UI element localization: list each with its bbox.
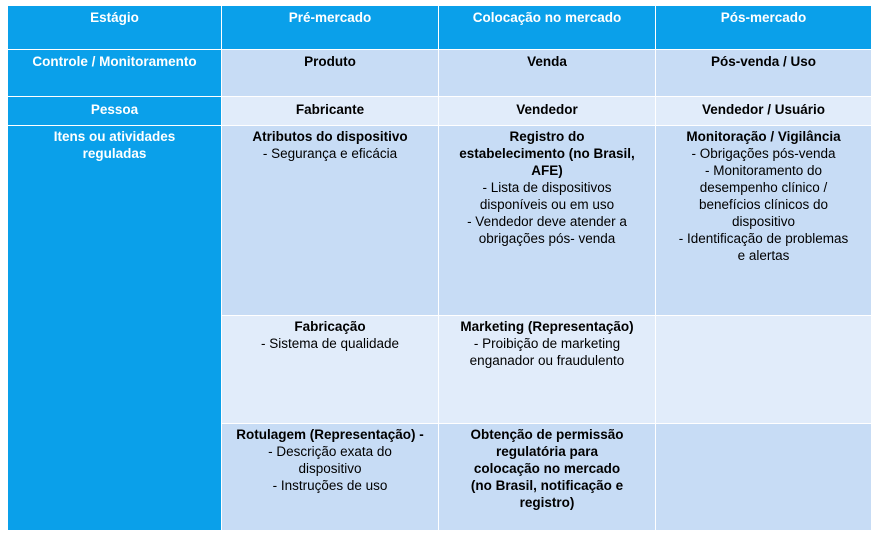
cell-title-line: estabelecimento (no Brasil,: [459, 146, 635, 161]
cell-title-line: Registro do: [509, 129, 585, 144]
cell-line: dispositivo: [731, 214, 796, 229]
header-stage: Estágio: [8, 6, 221, 49]
cell-line: enganador ou fraudulento: [469, 353, 625, 368]
cell-line: - Sistema de qualidade: [260, 336, 400, 351]
header-post-market: Pós-mercado: [656, 6, 871, 49]
cell-empty-post-market: [656, 316, 871, 423]
cell-title-line: (no Brasil, notificação e: [470, 478, 624, 493]
cell-line: - Identificação de problemas: [678, 231, 849, 246]
cell-title-line: Obtenção de permissão: [470, 427, 624, 442]
cell-title: Fabricação: [294, 319, 366, 334]
header-market-placement: Colocação no mercado: [439, 6, 655, 49]
cell-marketing: [439, 316, 655, 423]
regulated-items-line2: reguladas: [82, 146, 147, 161]
person-pre-market: Fabricante: [222, 97, 438, 125]
cell-title-line: regulatória para: [495, 444, 599, 459]
person-post-market: Vendedor / Usuário: [656, 97, 871, 125]
header-pre-market: Pré-mercado: [222, 6, 438, 49]
cell-line: disponíveis ou em uso: [479, 197, 615, 212]
control-post-market: Pós-venda / Uso: [656, 50, 871, 96]
cell-line: - Lista de dispositivos: [482, 180, 612, 195]
cell-labeling: [222, 424, 438, 530]
cell-manufacturing: [222, 316, 438, 423]
cell-establishment-registration: [439, 126, 655, 315]
person-market-placement: Vendedor: [439, 97, 655, 125]
cell-line: - Proibição de marketing: [473, 336, 621, 351]
control-market-placement: Venda: [439, 50, 655, 96]
cell-title-line: AFE): [531, 163, 563, 178]
cell-line: e alertas: [737, 248, 790, 263]
cell-line: benefícios clínicos do: [698, 197, 829, 212]
cell-line: obrigações pós- venda: [478, 231, 616, 246]
cell-regulatory-permission: [439, 424, 655, 530]
cell-title: Marketing (Representação): [460, 319, 634, 334]
cell-title: Atributos do dispositivo: [252, 129, 408, 144]
cell-title-line: colocação no mercado: [473, 461, 621, 476]
cell-line: - Vendedor deve atender a: [467, 214, 627, 229]
control-pre-market: Produto: [222, 50, 438, 96]
cell-device-attributes: [222, 126, 438, 315]
cell-title-line: registro): [519, 495, 575, 510]
cell-empty-post-market-2: [656, 424, 871, 530]
cell-line: desempenho clínico /: [699, 180, 828, 195]
cell-line: - Descrição exata do: [268, 444, 392, 459]
row-label-control: Controle / Monitoramento: [8, 50, 221, 96]
cell-line: dispositivo: [298, 461, 362, 476]
regulated-items-line1: Itens ou atividades: [53, 129, 176, 144]
cell-title: Monitoração / Vigilância: [686, 129, 841, 144]
cell-line: - Segurança e eficácia: [262, 146, 398, 161]
regulation-table: [8, 6, 870, 530]
row-label-person: Pessoa: [8, 97, 221, 125]
row-label-regulated-items: [8, 126, 221, 530]
cell-line: - Instruções de uso: [272, 478, 388, 493]
cell-line: - Monitoramento do: [704, 163, 823, 178]
cell-title: Rotulagem (Representação) -: [236, 427, 424, 442]
cell-monitoring-vigilance: [656, 126, 871, 315]
cell-line: - Obrigações pós-venda: [691, 146, 836, 161]
